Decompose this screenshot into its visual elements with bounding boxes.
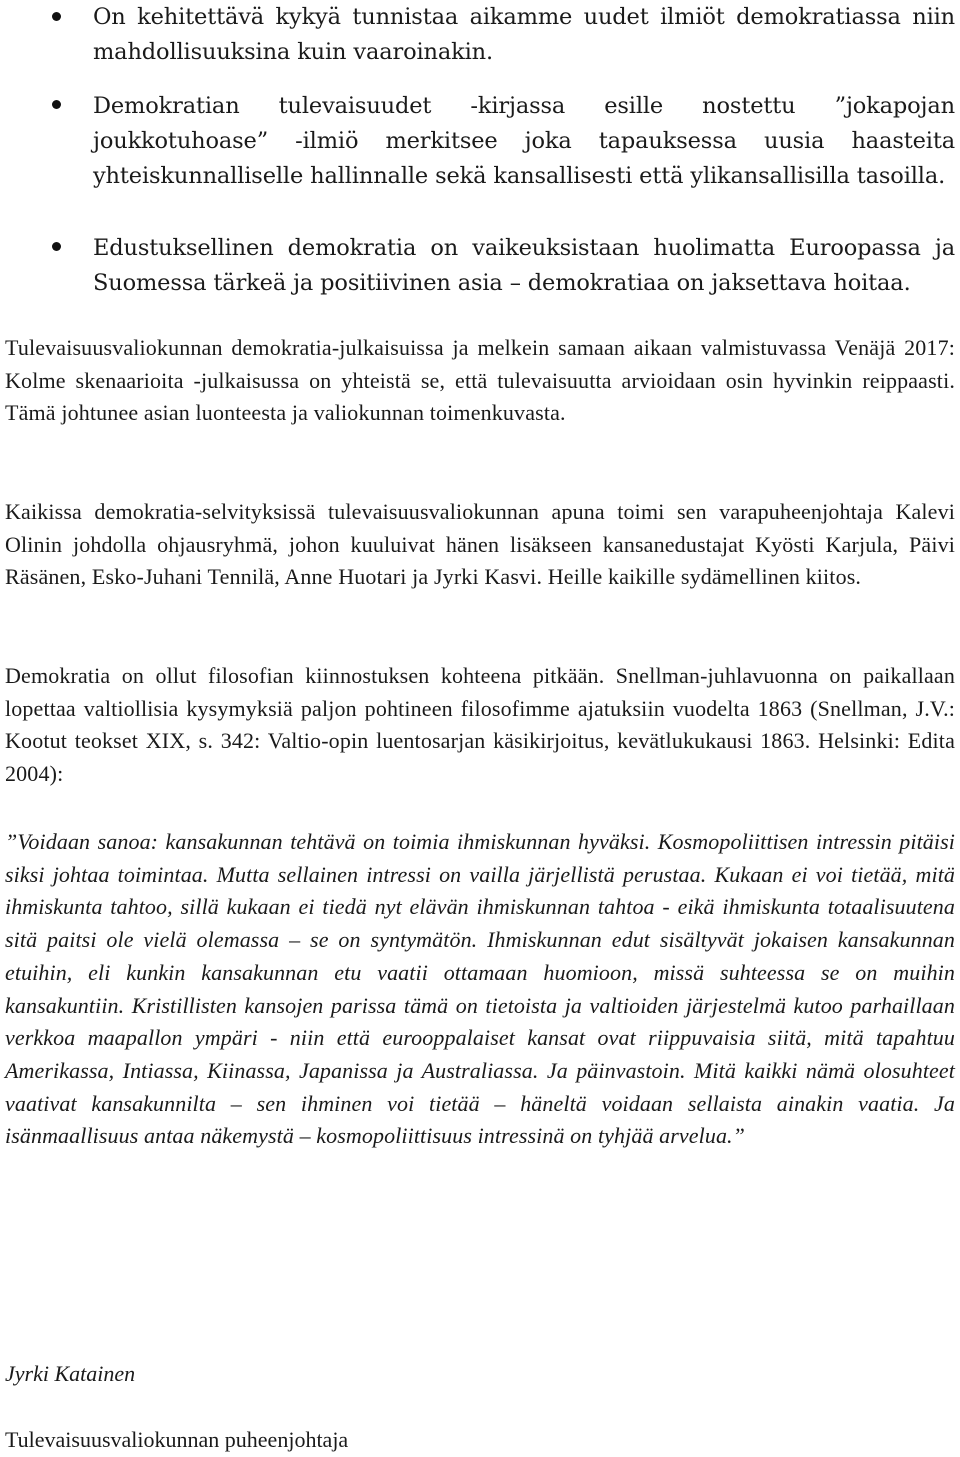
bullet-text: Edustuksellinen demokratia on vaikeuksistaan huolimatta Euroopassa ja Suomessa tärkeä ja positiivinen asia – demokratiaa on jaksettava hoitaa.: [93, 235, 955, 296]
body-paragraph: Kaikissa demokratia-selvityksissä tulevaisuusvaliokunnan apuna toimi sen varapuheenjohtaja Kalevi Olinin johdolla ohjausryhmä, johon kuuluivat hänen lisäkseen kansanedustajat Kyösti Karjula, Päivi Räsänen, Esko-Juhani Tennilä, Anne Huotari ja Jyrki Kasvi. Heille kaikille sydämellinen kiitos.: [5, 499, 955, 589]
bullet-dot-icon: [52, 12, 61, 21]
bullet-text: On kehitettävä kykyä tunnistaa aikamme uudet ilmiöt demokratiassa niin mahdollisuuksina kuin vaaroinakin.: [93, 4, 955, 65]
bullet-dot-icon: [52, 242, 61, 251]
signature-name: Jyrki Katainen: [5, 1361, 136, 1386]
body-paragraph: Demokratia on ollut filosofian kiinnostuksen kohteena pitkään. Snellman-juhlavuonna on paikallaan lopettaa valtiollisia kysymyksiä paljon pohtineen filosofimme ajatuksiin vuodelta 1863 (Snellman, J.V.: Kootut teokset XIX, s. 342: Valtio-opin luentosarjan käsikirjoitus, kevätlukukausi 1863. Helsinki: Edita 2004):: [5, 663, 955, 786]
snellman-quote: ”Voidaan sanoa: kansakunnan tehtävä on toimia ihmiskunnan hyväksi. Kosmopoliittisen intressin pitäisi siksi johtaa toimintaa. Mutta sellainen intressi on vailla järjellistä perustaa. Kukaan ei voi tietää, mitä ihmiskunta tahtoo, sillä kukaan ei tiedä nyt elävän ihmiskunnan tahtoa - eikä ihmiskunta totaalisuutena sitä paitsi ole vielä olemassa – se on syntymätön. Ihmiskunnan edut sisältyvät jokaisen kansakunnan etuihin, eli kunkin kansakunnan etu vaatii ottamaan huomioon, missä suhteessa se on muihin kansakuntiin. Kristillisten kansojen parissa tämä on tietoista ja valtioiden järjestelmä kutoo parhaillaan verkkoa maapallon ympäri - niin että eurooppalaiset kansat ovat riippuvaisia siitä, mitä tapahtuu Amerikassa, Intiassa, Kiinassa, Japanissa ja Australiassa. Ja päinvastoin. Mitä kaikki nämä olosuhteet vaativat kansakunnilta – sen ihminen voi tietää – häneltä voidaan sellaista ainakin vaatia. Ja isänmaallisuus antaa näkemystä – kosmopoliittisuus intressinä on tyhjää arvelua.”: [5, 829, 955, 1149]
signature-title: Tulevaisuusvaliokunnan puheenjohtaja: [5, 1427, 349, 1452]
bullet-text: Demokratian tulevaisuudet -kirjassa esille nostettu ”jokapojan joukkotuhoase” -ilmiö merkitsee joka tapauksessa uusia haasteita yhteiskunnalliselle hallinnalle sekä kansallisesti että ylikansallisilla tasoilla.: [93, 93, 955, 189]
body-paragraph: Tulevaisuusvaliokunnan demokratia-julkaisuissa ja melkein samaan aikaan valmistuvassa Venäjä 2017: Kolme skenaarioita -julkaisussa on yhteistä se, että tulevaisuutta arvioidaan osin hyvinkin reippaasti. Tämä johtunee asian luonteesta ja valiokunnan toimenkuvasta.: [5, 335, 955, 425]
bullet-dot-icon: [52, 100, 61, 109]
